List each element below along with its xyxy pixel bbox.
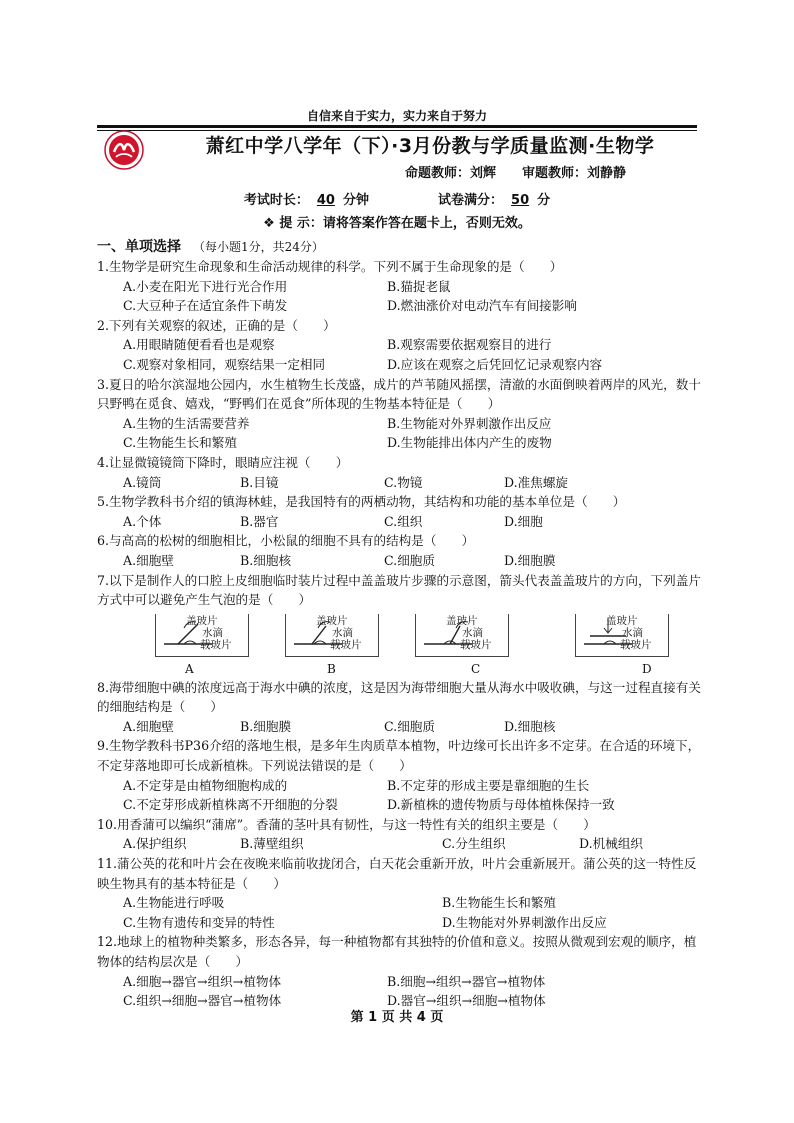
setter-label: 命题教师：刘辉 [405,166,497,181]
exam-title: 萧红中学八学年（下）·3月份教与学质量监测·生物学 [205,135,655,157]
option-row [97,296,707,316]
option-row [97,277,707,297]
question-list [97,257,707,1011]
answer-option[interactable]: B.生物能对外界刺激作出反应 [387,415,552,431]
answer-option[interactable]: A.细胞壁 [123,718,174,734]
question-stem: 1.生物学是研究生命现象和生命活动规律的科学。下列不属于生命现象的是（ ） [97,259,563,274]
answer-option[interactable]: A.个体 [123,513,162,529]
answer-option[interactable]: C.细胞质 [384,552,435,568]
answer-option[interactable]: D.器官→组织→细胞→植物体 [387,993,546,1009]
option-row [97,795,707,815]
question-stem: 4.让显微镜镜筒下降时，眼睛应注视（ ） [97,454,349,470]
answer-option[interactable]: D.燃油涨价对电动汽车有间接影响 [387,298,577,314]
section-heading [97,236,324,256]
figure-label: 盖玻片 [316,614,348,627]
answer-option[interactable]: B.薄壁组织 [240,836,304,852]
answer-option[interactable]: C.不定芽形成新植株离不开细胞的分裂 [123,797,338,813]
answer-option[interactable]: A.生物能进行呼吸 [123,895,225,911]
figure-label: 盖玻片 [446,614,478,627]
answer-option[interactable]: D.细胞膜 [504,552,556,568]
figure-label: 水滴 [332,626,353,639]
figure-panel [415,614,509,657]
option-row [97,433,707,453]
question-stem: 5.生物学教科书介绍的镇海林蛙，是我国特有的两栖动物，其结构和功能的基本单位是（ ） [97,494,626,510]
coverslip-figure [97,610,707,678]
answer-option[interactable]: B.器官 [240,513,279,529]
option-row [97,972,707,992]
answer-option[interactable]: A.细胞→器官→组织→植物体 [123,973,282,989]
section-note: （每小题1分，共24分） [193,240,324,254]
answer-option[interactable]: A.不定芽是由植物细胞构成的 [123,777,288,793]
question-stem: 2.下列有关观察的叙述，正确的是（ ） [97,317,336,333]
page-footer: 第 1 页 共 4 页 [350,1010,444,1025]
notice: ❖ 提 示：请将答案作答在题卡上，否则无效。 [263,216,531,231]
question-stem: 6.与高高的松树的细胞相比，小松鼠的细胞不具有的结构是（ ） [97,533,475,549]
figure-label: 水滴 [202,626,223,639]
option-row [97,355,707,375]
option-row [97,473,707,493]
reviewer-label: 审题教师：刘静静 [522,166,627,181]
motto: 自信来自于实力，实力来自于努力 [306,109,487,123]
question-stem: 11.蒲公英的花和叶片会在夜晚来临前收拢闭合，白天花会重新开放，叶片会重新展开。蒲公英的这一特性反映生物具有的基本特征是（ ） [97,856,697,891]
answer-option[interactable]: C.观察对象相同，观察结果一定相同 [123,356,326,372]
answer-option[interactable]: B.不定芽的形成主要是靠细胞的生长 [387,777,590,793]
figure-label: 水滴 [462,626,483,639]
option-row [97,335,707,355]
figure-panel [285,614,379,657]
answer-option[interactable]: C.组织 [384,513,423,529]
header-rule-thick [97,125,697,128]
figure-panel [155,614,249,657]
figure-caption: D [642,661,652,676]
figure-caption: C [471,661,481,676]
answer-option[interactable]: D.细胞核 [504,718,556,734]
option-row [97,913,707,933]
answer-option[interactable]: D.准焦螺旋 [504,474,569,490]
question-stem: 7.以下是制作人的口腔上皮细胞临时装片过程中盖盖玻片步骤的示意图，箭头代表盖盖玻片的方向，下列盖片方式中可以避免产生气泡的是（ ） [97,572,701,608]
time-label: 考试时长： [243,193,309,208]
figure-label: 盖玻片 [606,614,638,627]
option-row [97,414,707,434]
answer-option[interactable]: D.机械组织 [579,836,644,852]
answer-option[interactable]: B.观察需要依据观察目的进行 [387,337,552,353]
answer-option[interactable]: A.小麦在阳光下进行光合作用 [123,278,288,294]
figure-label: 水滴 [622,626,643,639]
answer-option[interactable]: B.生物能生长和繁殖 [442,895,557,911]
figure-label: 载玻片 [460,638,492,651]
answer-option[interactable]: A.细胞壁 [123,552,174,568]
answer-option[interactable]: A.用眼睛随便看看也是观察 [123,337,275,353]
answer-option[interactable]: C.生物有遗传和变异的特性 [123,914,275,930]
option-row [97,717,707,737]
section-title: 一、单项选择 [97,239,181,255]
answer-option[interactable]: D.应该在观察之后凭回忆记录观察内容 [387,356,603,372]
answer-option[interactable]: A.生物的生活需要营养 [123,415,250,431]
score-unit: 分 [537,193,551,208]
answer-option[interactable]: C.组织→细胞→器官→植物体 [123,993,282,1009]
answer-option[interactable]: A.镜筒 [123,474,162,490]
answer-option[interactable]: C.细胞质 [384,718,435,734]
question-stem: 12.地球上的植物种类繁多，形态各异，每一种植物都有其独特的价值和意义。按照从微观到宏观的顺序，植物体的结构层次是（ ） [97,934,697,969]
figure-label: 载玻片 [620,638,652,651]
answer-option[interactable]: C.生物能生长和繁殖 [123,435,237,451]
option-row [97,893,707,913]
option-row [97,834,707,854]
school-logo-icon [104,130,144,170]
time-unit: 分钟 [342,193,369,208]
answer-option[interactable]: C.大豆种子在适宜条件下萌发 [123,298,288,314]
answer-option[interactable]: B.细胞核 [240,552,292,568]
answer-option[interactable]: B.猫捉老鼠 [387,278,451,294]
figure-label: 盖玻片 [186,614,218,627]
figure-label: 载玻片 [330,638,362,651]
option-row [97,551,707,571]
question-stem: 10.用香蒲可以编织“蒲席”。香蒲的茎叶具有韧性，与这一特性有关的组织主要是（ ） [97,816,596,832]
question-stem: 8.海带细胞中碘的浓度远高于海水中碘的浓度，这是因为海带细胞大量从海水中吸收碘，与这一过程直接有关的细胞结构是（ ） [97,679,701,715]
option-row [97,776,707,796]
answer-option[interactable]: B.目镜 [240,474,279,490]
teacher-info [405,162,652,181]
answer-option[interactable]: D.生物能对外界刺激作出反应 [442,914,607,930]
question-stem: 3.夏日的哈尔滨湿地公园内，水生植物生长茂盛，成片的芦苇随风摇摆，清澈的水面倒映着两岸的风光，数十只野鸭在觅食、嬉戏，“野鸭们在觅食”所体现的生物基本特征是（ ） [97,376,701,412]
question-stem: 9.生物学教科书P36介绍的落地生根，是多年生肉质草本植物，叶边缘可长出许多不定芽。在合适的环境下，不定芽落地即可长成新植株。下列说法错误的是（ ） [97,738,701,774]
figure-panel [575,614,669,657]
figure-caption: B [327,661,336,676]
answer-option[interactable]: B.细胞膜 [240,718,292,734]
answer-option[interactable]: C.物镜 [384,474,423,490]
answer-option[interactable]: B.细胞→组织→器官→植物体 [387,973,546,989]
option-row [97,512,707,532]
score-label: 试卷满分： [438,193,504,208]
figure-label: 载玻片 [200,638,232,651]
score-value: 50 [511,193,530,208]
time-value: 40 [316,193,335,208]
answer-option[interactable]: C.分生组织 [442,836,506,852]
answer-option[interactable]: D.细胞 [504,513,543,529]
answer-option[interactable]: D.生物能排出体内产生的废物 [387,435,552,451]
answer-option[interactable]: A.保护组织 [123,836,187,852]
figure-caption: A [185,661,194,676]
exam-info [0,189,794,208]
answer-option[interactable]: D.新植株的遗传物质与母体植株保持一致 [387,797,615,813]
